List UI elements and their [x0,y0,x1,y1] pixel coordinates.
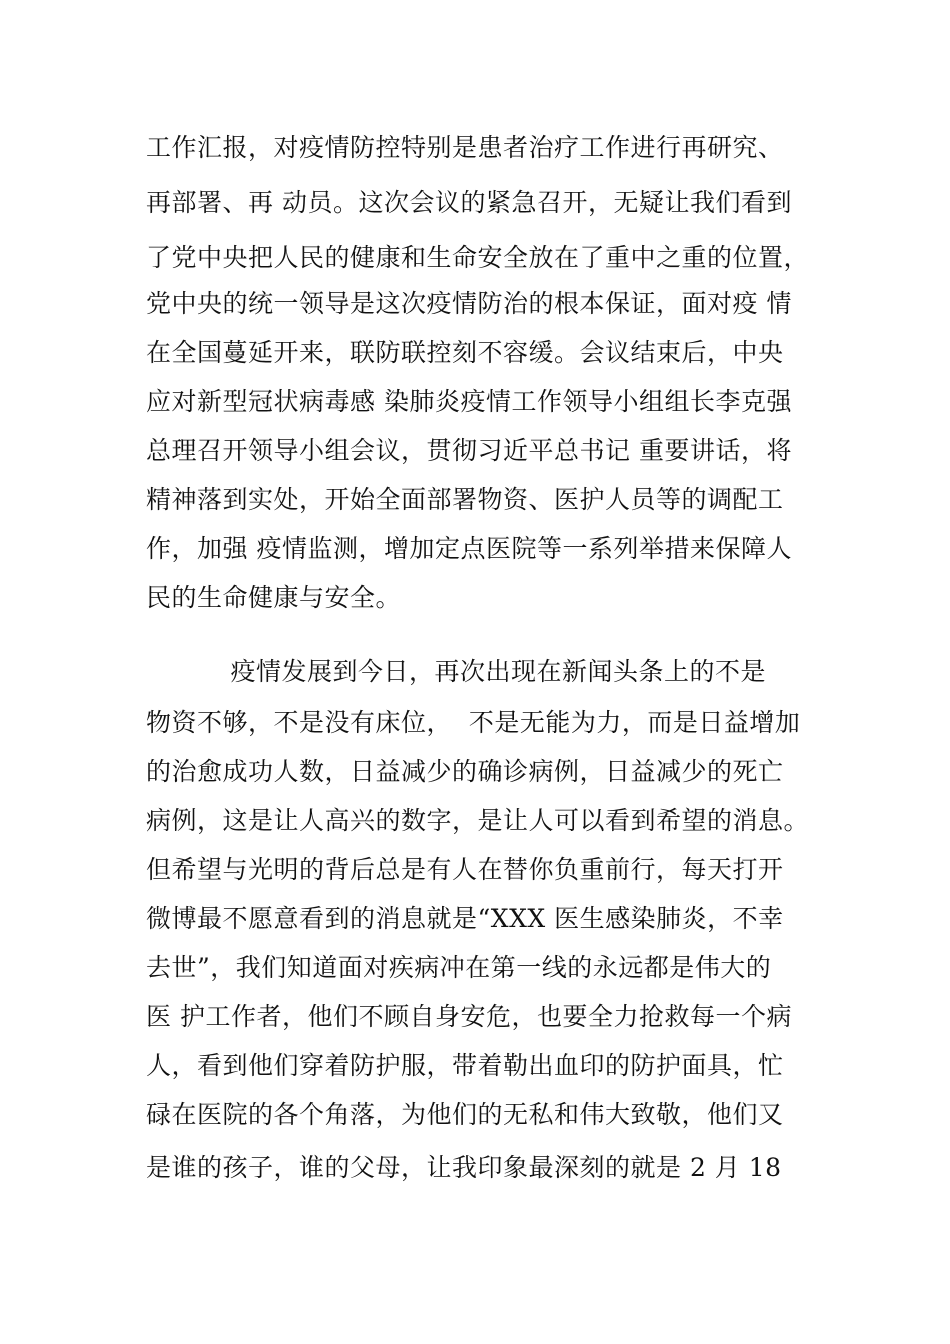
paragraph-2-line-11: 是谁的孩子，谁的父母，让我印象最深刻的就是 2 月 18 [146,1153,782,1182]
paragraph-1-line-1: 工作汇报，对疫情防控特别是患者治疗工作进行再研究、 [146,133,784,162]
paragraph-1-line-10: 民的生命健康与安全。 [146,583,402,612]
paragraph-2-line-3: 的治愈成功人数，日益减少的确诊病例，日益减少的死亡 [146,757,784,786]
paragraph-1-line-5: 在全国蔓延开来，联防联控刻不容缓。会议结束后，中央 [146,338,784,367]
paragraph-1-line-8: 精神落到实处，开始全面部署物资、医护人员等的调配工 [146,485,784,514]
paragraph-2-line-10: 碌在医院的各个角落，为他们的无私和伟大致敬，他们又 [146,1100,784,1129]
paragraph-2-line-1: 疫情发展到今日，再次出现在新闻头条上的不是 [146,657,766,686]
paragraph-1-line-7: 总理召开领导小组会议，贯彻习近平总书记 重要讲话，将 [146,436,792,465]
paragraph-1-line-4: 党中央的统一领导是这次疫情防治的根本保证，面对疫 情 [146,289,792,318]
paragraph-2-line-4: 病例，这是让人高兴的数字，是让人可以看到希望的消息。 [146,806,810,835]
paragraph-2-line-7: 去世”，我们知道面对疾病冲在第一线的永远都是伟大的 [146,953,772,982]
paragraph-2-line-2: 物资不够，不是没有床位， 不是无能为力，而是日益增加 [146,708,801,737]
paragraph-2-line-6: 微博最不愿意看到的消息就是“XXX 医生感染肺炎，不幸 [146,904,784,933]
paragraph-2-line-5: 但希望与光明的背后总是有人在替你负重前行，每天打开 [146,855,784,884]
paragraph-2-line-9: 人，看到他们穿着防护服，带着勒出血印的防护面具，忙 [146,1051,784,1080]
paragraph-1-line-3: 了党中央把人民的健康和生命安全放在了重中之重的位置， [146,243,810,272]
paragraph-1-line-9: 作，加强 疫情监测，增加定点医院等一系列举措来保障人 [146,534,792,563]
paragraph-2-line-8: 医 护工作者，他们不顾自身安危，也要全力抢救每一个病 [146,1002,792,1031]
paragraph-1-line-2: 再部署、再 动员。这次会议的紧急召开，无疑让我们看到 [146,188,792,217]
paragraph-1-line-6: 应对新型冠状病毒感 染肺炎疫情工作领导小组组长李克强 [146,387,792,416]
